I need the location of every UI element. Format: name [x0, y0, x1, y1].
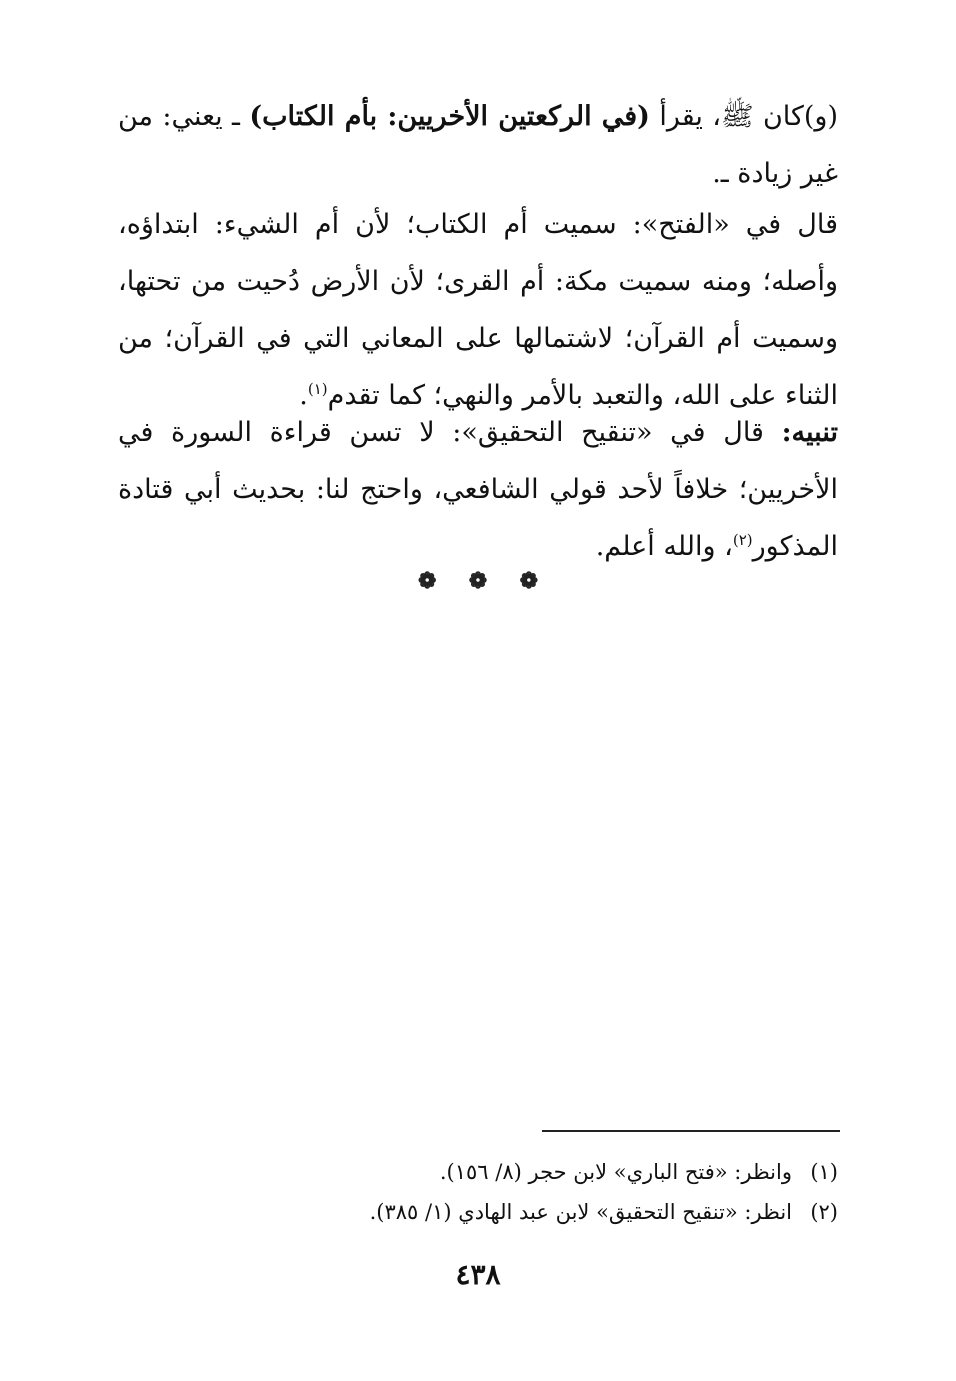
paragraph-1-prefix: (و)كان ﷺ، يقرأ — [649, 101, 838, 132]
paragraph-1-suffix: ـ يعني: من غير زيادة ـ. — [118, 101, 838, 189]
footnote-1 — [118, 1152, 838, 1192]
paragraph-3-end: ، والله أعلم. — [595, 531, 733, 562]
footnotes — [118, 1152, 838, 1232]
footnote-ref-2: (٢) — [732, 531, 753, 549]
paragraph-1-bold-quote: (في الركعتين الأخريين: بأم الكتاب) — [249, 101, 650, 132]
paragraph-1 — [118, 88, 838, 202]
separator-star-icon: ❁ — [418, 568, 437, 594]
footnote-2-number: (٢) — [810, 1200, 838, 1224]
footnote-2 — [118, 1192, 838, 1232]
paragraph-3 — [118, 404, 838, 575]
paragraph-3-text: قال في «تنقيح التحقيق»: لا تسن قراءة السورة في الأخريين؛ خلافاً لأحد قولي الشافعي، واحتج لنا: بحديث أبي قتادة المذكور — [118, 417, 838, 562]
section-separator — [418, 568, 538, 594]
footnote-1-number: (١) — [810, 1160, 838, 1184]
paragraph-2-text: قال في «الفتح»: سميت أم الكتاب؛ لأن أم الشيء: ابتداؤه، وأصله؛ ومنه سميت مكة: أم القرى؛ لأن الأرض دُحيت من تحتها، وسميت أم القرآن؛ لاشتمالها على المعاني التي في القرآن؛ من الثناء على الله، والتعبد بالأمر والنهي؛ كما تقدم — [118, 209, 838, 411]
footnote-1-text: وانظر: «فتح الباري» لابن حجر (٨/ ١٥٦). — [439, 1160, 792, 1184]
notice-label: تنبيه: — [781, 417, 838, 448]
separator-star-icon: ❁ — [519, 568, 538, 594]
footnote-divider — [542, 1130, 840, 1132]
footnote-2-text: انظر: «تنقيح التحقيق» لابن عبد الهادي (١/ ٣٨٥). — [369, 1200, 792, 1224]
footnote-ref-1: (١) — [307, 380, 328, 398]
separator-star-icon: ❁ — [468, 568, 488, 594]
paragraph-2-end: . — [299, 380, 308, 411]
paragraph-2 — [118, 196, 838, 424]
page-number: ٤٣٨ — [455, 1258, 501, 1291]
